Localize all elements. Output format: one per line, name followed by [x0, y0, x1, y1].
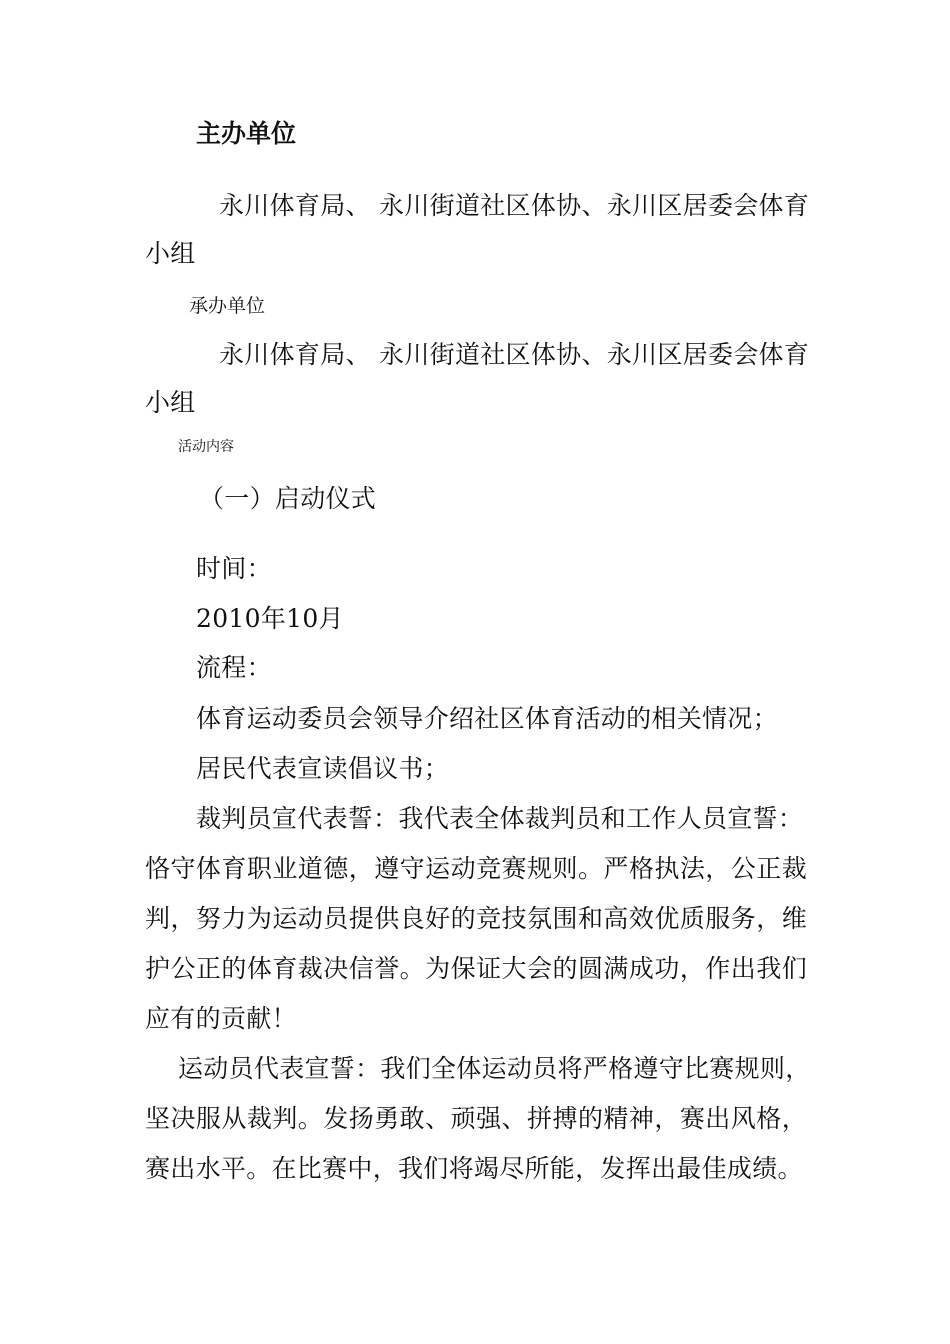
- content-heading: 活动内容: [178, 439, 234, 455]
- organizer-heading: 承办单位: [189, 295, 266, 317]
- organizer-line-2: 小组: [145, 388, 196, 417]
- referee-oath-line-4: 护公正的体育裁决信誉。为保证大会的圆满成功，作出我们: [145, 954, 807, 983]
- referee-oath-line-5: 应有的贡献！: [145, 1004, 297, 1033]
- host-line-2: 小组: [145, 239, 196, 268]
- process-step-1: 体育运动委员会领导介绍社区体育活动的相关情况；: [196, 704, 778, 733]
- referee-oath-line-1: 裁判员宣代表誓：我代表全体裁判员和工作人员宣誓：: [196, 804, 804, 833]
- host-line-1: 永川体育局、 永川街道社区体协、永川区居委会体育: [219, 191, 810, 220]
- athlete-oath-line-3: 赛出水平。在比赛中，我们将竭尽所能，发挥出最佳成绩。: [145, 1154, 803, 1183]
- process-step-2: 居民代表宣读倡议书；: [196, 754, 450, 783]
- host-heading: 主办单位: [196, 119, 297, 148]
- process-label: 流程：: [196, 653, 272, 682]
- time-label: 时间：: [196, 554, 272, 583]
- organizer-line-1: 永川体育局、 永川街道社区体协、永川区居委会体育: [219, 340, 810, 369]
- athlete-oath-line-2: 坚决服从裁判。发扬勇敢、顽强、拼搏的精神，赛出风格，: [145, 1104, 807, 1133]
- ceremony-subheading: （一）启动仪式: [199, 484, 377, 513]
- referee-oath-line-3: 判，努力为运动员提供良好的竞技氛围和高效优质服务，维: [145, 904, 807, 933]
- time-value: 2010年10月: [196, 604, 344, 633]
- referee-oath-line-2: 恪守体育职业道德，遵守运动竞赛规则。严格执法，公正裁: [145, 854, 807, 883]
- athlete-oath-line-1: 运动员代表宣誓：我们全体运动员将严格遵守比赛规则，: [178, 1054, 811, 1083]
